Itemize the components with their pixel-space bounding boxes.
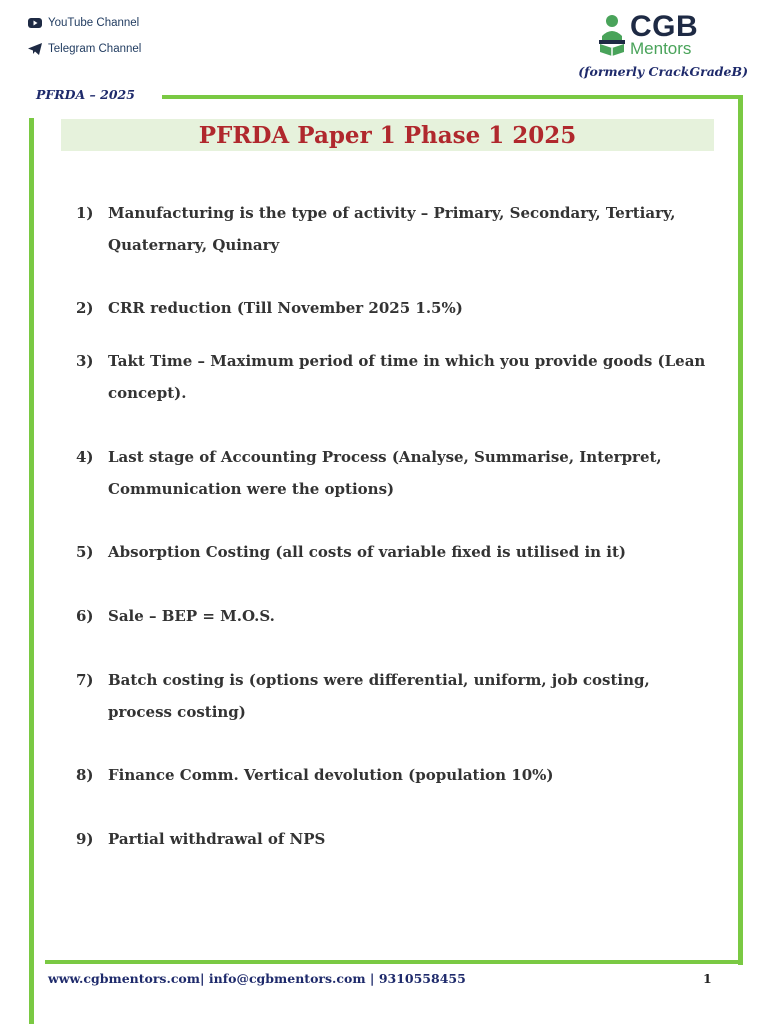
item-text: Last stage of Accounting Process (Analyse, Summarise, Interpret, Communication were the options) — [108, 448, 662, 498]
youtube-icon — [28, 17, 42, 29]
list-item — [76, 345, 716, 409]
item-number: 5) — [76, 543, 94, 561]
right-border — [738, 95, 743, 965]
item-number: 8) — [76, 766, 94, 784]
item-text: Finance Comm. Vertical devolution (population 10%) — [108, 766, 554, 784]
list-item — [76, 664, 716, 728]
list-item — [76, 292, 716, 324]
title-bar — [61, 119, 714, 151]
footer-contact[interactable]: www.cgbmentors.com| info@cgbmentors.com | 9310558455 — [48, 971, 466, 986]
item-number: 7) — [76, 671, 94, 689]
item-text: Partial withdrawal of NPS — [108, 830, 326, 848]
mentor-person-icon — [596, 14, 628, 56]
page-number: 1 — [703, 971, 712, 986]
page-title: PFRDA Paper 1 Phase 1 2025 — [198, 121, 577, 149]
list-item — [76, 441, 716, 505]
logo-tagline: (formerly CrackGradeB) — [578, 64, 748, 79]
list-item — [76, 197, 716, 261]
item-number: 3) — [76, 352, 94, 370]
logo-sub-text: Mentors — [630, 39, 692, 58]
youtube-channel-link[interactable] — [28, 14, 141, 32]
list-item — [76, 536, 716, 568]
item-text: CRR reduction (Till November 2025 1.5%) — [108, 299, 463, 317]
item-text: Batch costing is (options were differential, uniform, job costing, process costing) — [108, 671, 650, 721]
item-number: 4) — [76, 448, 94, 466]
item-text: Manufacturing is the type of activity – Primary, Secondary, Tertiary, Quaternary, Quinary — [108, 204, 676, 254]
list-item — [76, 823, 716, 855]
list-item — [76, 759, 716, 791]
item-number: 9) — [76, 830, 94, 848]
header-links — [28, 14, 141, 66]
telegram-icon — [28, 43, 42, 55]
youtube-link-label: YouTube Channel — [48, 17, 140, 29]
item-number: 6) — [76, 607, 94, 625]
telegram-channel-link[interactable] — [28, 40, 141, 58]
item-text: Absorption Costing (all costs of variable fixed is utilised in it) — [108, 543, 627, 561]
exam-tag: PFRDA – 2025 — [36, 87, 135, 102]
bottom-divider — [45, 960, 741, 964]
left-border — [29, 118, 34, 1024]
item-text: Takt Time – Maximum period of time in which you provide goods (Lean concept). — [108, 352, 706, 402]
logo-brand-text: CGB — [630, 10, 699, 43]
top-divider — [162, 95, 742, 99]
item-number: 1) — [76, 204, 94, 222]
item-number: 2) — [76, 299, 94, 317]
list-item — [76, 600, 716, 632]
cgb-mentors-logo — [596, 10, 746, 60]
telegram-link-label: Telegram Channel — [48, 43, 142, 55]
item-text: Sale – BEP = M.O.S. — [108, 607, 275, 625]
